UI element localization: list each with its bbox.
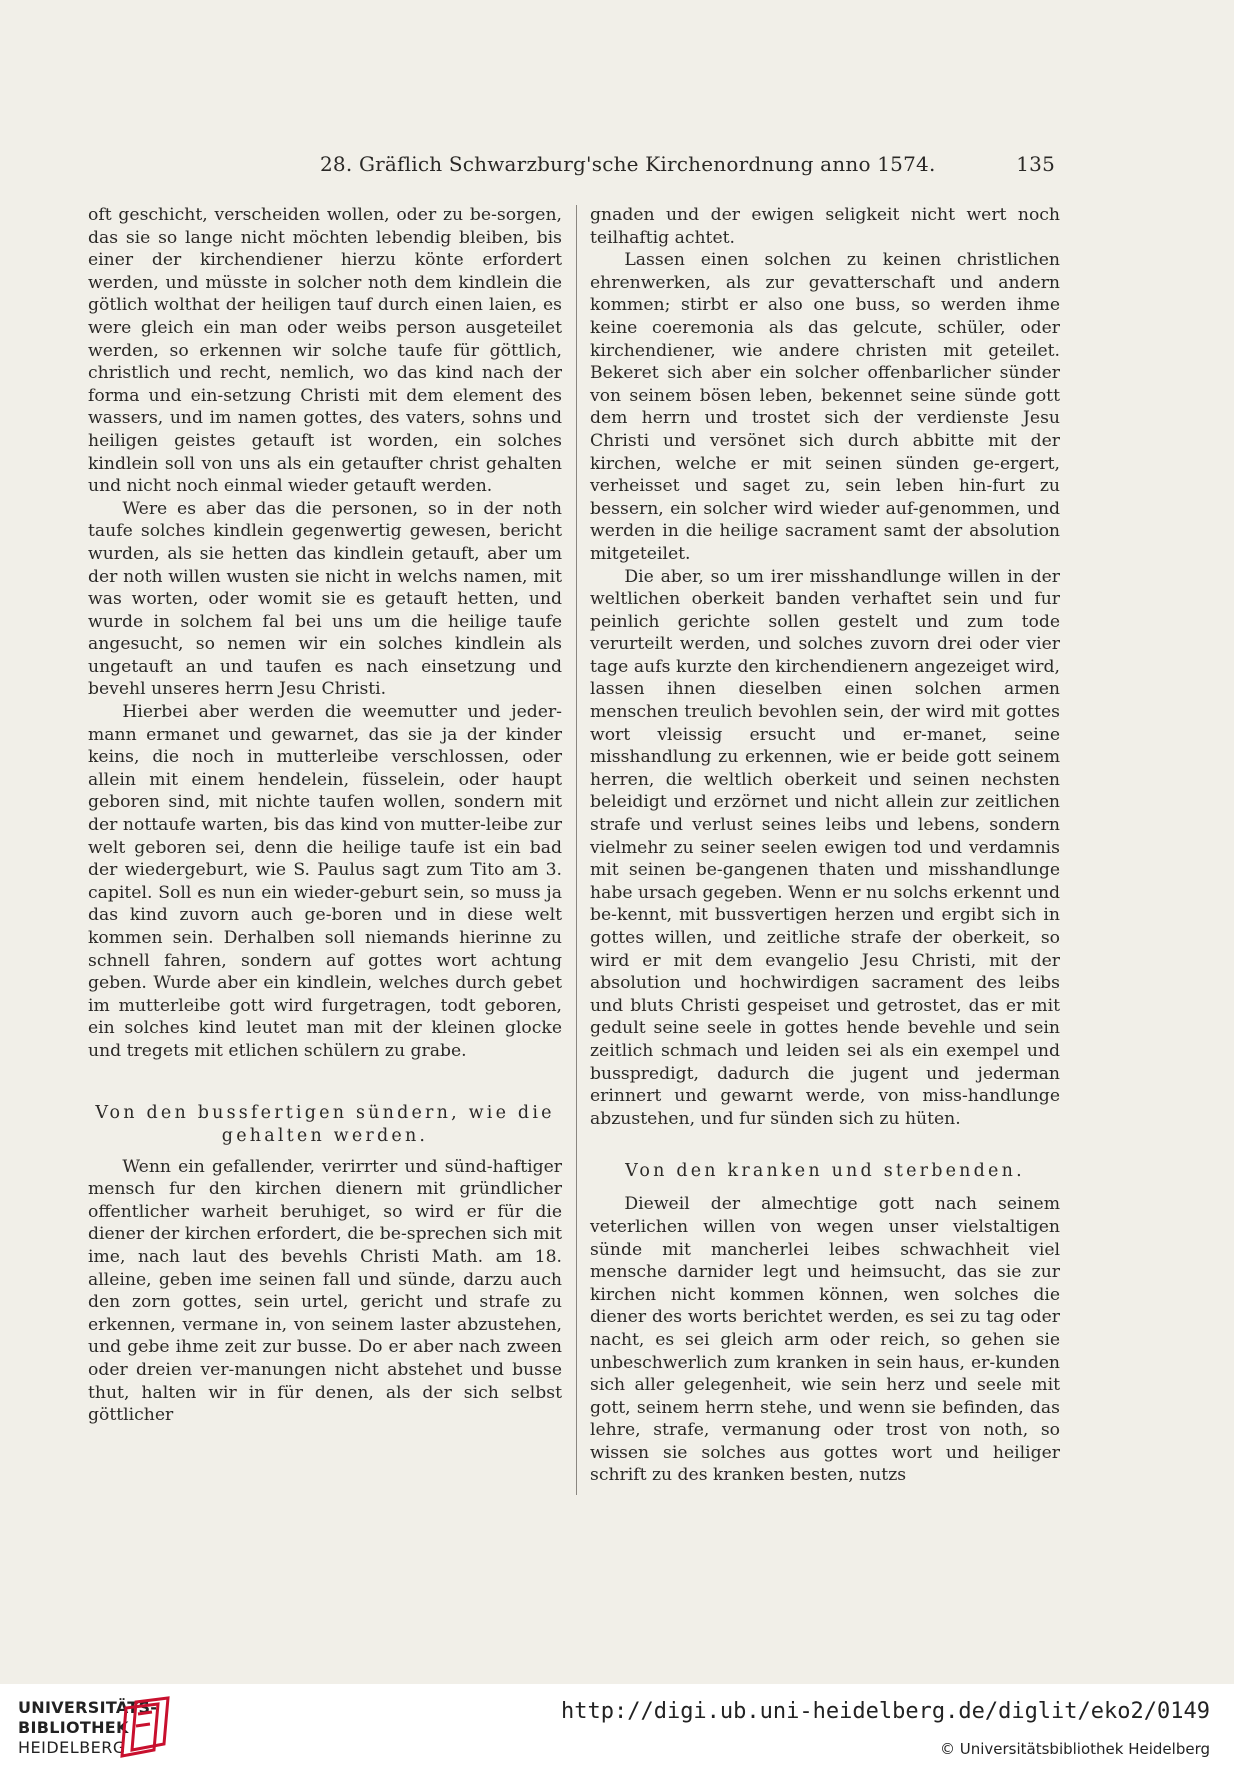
column-divider <box>576 205 577 1495</box>
right-paragraph-1: gnaden und der ewigen seligkeit nicht wert noch teilhaftig achtet. <box>590 205 1060 248</box>
left-paragraph-2: Were es aber das die personen, so in der noth taufe solches kindlein gegenwertig gewesen, bericht wurden, als sie hetten das kindlein getauft, aber um der noth willen wusten sie nicht in welchs namen, mit was worten, oder womit sie es getauft hetten, und wurde in solchem fal bei uns um die heilige taufe angesucht, so nemen wir ein solches kindlein als ungetauft an und taufen es nach einsetzung und bevehl unseres herrn Jesu Christi. <box>88 498 562 700</box>
running-header <box>320 152 1055 184</box>
header-title: 28. Gräflich Schwarzburg'sche Kirchenordnung anno 1574. <box>320 152 936 176</box>
left-paragraph-1: oft geschicht, verscheiden wollen, oder zu be-sorgen, das sie so lange nicht möchten lebendig bleiben, bis einer der kirchendiener hierzu könte erfordert werden, und müsste in solcher noth dem kindlein die götlich wolthat der heiligen tauf durch einen laien, es were gleich ein man oder weibs person ausgeteilet werden, so erkennen wir solche taufe für göttlich, christlich und recht, nemlich, wo das kind nach der forma und ein-setzung Christi mit dem element des wassers, und im namen gottes, des vaters, sohns und heiligen geistes getauft ist worden, ein solches kindlein soll von uns als ein getaufter christ gehalten und nicht noch einmal wieder getauft werden. <box>88 205 562 497</box>
library-line-3: HEIDELBERG <box>18 1738 126 1757</box>
right-paragraph-2: Lassen einen solchen zu keinen christlichen ehrenwerken, als zur gevatterschaft und andern kommen; stirbt er also one buss, so werden ihme keine coeremonia als das gelcute, schüler, oder kirchendiener, wie andere christen mit geteilet. Bekeret sich aber ein solcher offenbarlicher sünder von seinem bösen leben, bekennet seine sünde gott dem herrn und trostet sich der verdienste Jesu Christi und versönet sich durch abbitte mit der kirchen, welche er mit seinen sünden ge-ergert, verheisset und saget zu, sein leben hin-furt zu bessern, ein solcher wird wieder auf-genommen, und werden in die heilige sacrament samt der absolution mitgeteilet. <box>590 250 1060 564</box>
right-paragraph-4: Dieweil der almechtige gott nach seinem veterlichen willen von wegen unser vielstaltigen sünde mit mancherlei leibes schwachheit viel mensche darnider legt und heimsucht, das sie zur kirchen nicht kommen können, wen solches die diener des worts berichtet werden, es sei zu tag oder nacht, es sei gleich arm oder reich, so gehen sie unbeschwerlich zum kranken in sein haus, er-kunden sich aller gelegenheit, wie sein herz und seele mit gott, seinem herrn stehe, und wenn sie befinden, das lehre, strafe, vermanung oder trost von noth, so wissen sie solches aus gottes wort und heiliger schrift zu des kranken besten, nutzs <box>590 1194 1060 1486</box>
left-column <box>88 204 562 1427</box>
page-number: 135 <box>1016 152 1055 176</box>
copyright-notice: © Universitätsbibliothek Heidelberg <box>939 1740 1210 1758</box>
library-line-2: BIBLIOTHEK <box>18 1718 129 1737</box>
left-paragraph-3: Hierbei aber werden die weemutter und jeder-mann ermanet und gewarnet, das sie ja der kinder keins, die noch in mutterleibe verschlossen, oder allein mit einem hendelein, füsselein, oder haupt geboren sind, mit nichte taufen wollen, sondern mit der nottaufe warten, bis das kind von mutter-leibe zur welt geboren sei, denn die heilige taufe ist ein bad der wiedergeburt, wie S. Paulus sagt zum Tito am 3. capitel. Soll es nun ein wieder-geburt sein, so muss ja das kind zuvorn auch ge-boren und in diese welt kommen sein. Derhalben soll niemands hierinne zu schnell fahren, sondern auf gottes wort achtung geben. Wurde aber ein kindlein, welches durch gebet im mutterleibe gott wird furgetragen, todt geboren, ein solches kind leutet man mit der kleinen glocke und tregets mit etlichen schülern zu grabe. <box>88 702 562 1061</box>
right-paragraph-3: Die aber, so um irer misshandlunge willen in der weltlichen oberkeit banden verhaftet sein und fur peinlich gerichte sollen gestelt und zum tode verurteilt werden, und solches zuvorn drei oder vier tage aufs kurzte den kirchendienern angezeiget wird, lassen ihnen dieselben einen solchen armen menschen treulich bevohlen sein, der wird mit gottes wort vleissig ersucht und er-manet, seine misshandlung zu erkennen, wie er beide gott seinem herren, die weltlich oberkeit und seinen nechsten beleidigt und erzörnet und nicht allein zur zeitlichen strafe und verlust seines leibs und lebens, sondern vielmehr zu seiner seelen ewigen tod und verdamnis mit seinen be-gangenen thaten und misshandlunge habe ursach gegeben. Wenn er nu solchs erkennt und be-kennt, mit bussvertigen herzen und ergibt sich in gottes willen, und zeitliche strafe der oberkeit, so wird er mit dem evangelio Jesu Christi, mit der absolution und hochwirdigen sacrament des leibs und bluts Christi gespeiset und getrostet, das er mit gedult seine seele in gottes hende bevehle und sein zeitlich schmach und leiden sei als ein exempel und busspredigt, dadurch die jugent und jederman erinnert und gewarnt werde, von miss-handlunge abzustehen, und fur sünden sich zu hüten. <box>590 566 1060 1129</box>
section-heading-sick-and-dying: Von den kranken und sterbenden. <box>625 1161 1025 1182</box>
library-line-1: UNIVERSITÄTS- <box>18 1698 158 1717</box>
library-logo-icon <box>118 1696 174 1758</box>
footer-bar <box>0 1684 1234 1770</box>
left-paragraph-4: Wenn ein gefallender, verirrter und sünd-haftiger mensch fur den kirchen dienern mit gründlicher offentlicher warheit beruhiget, so wird er für die diener der kirchen erfordert, die be-sprechen sich mit ime, nach laut des bevehls Christi Math. am 18. alleine, geben ime seinen fall und sünde, darzu auch den zorn gottes, sein urtel, gericht und strafe zu erkennen, vermane in, von seinem laster abzustehen, und gebe ihme zeit zur busse. Do er aber nach zween oder dreien ver-manungen nicht abstehet und busse thut, halten wir in für denen, als der sich selbst göttlicher <box>88 1156 562 1426</box>
permalink-url[interactable]: http://digi.ub.uni-heidelberg.de/diglit/eko2/0149 <box>560 1699 1210 1724</box>
right-column <box>590 204 1060 1487</box>
section-heading-penitent-sinners: Von den bussfertigen sündern, wie die gehalten werden. <box>95 1102 555 1146</box>
